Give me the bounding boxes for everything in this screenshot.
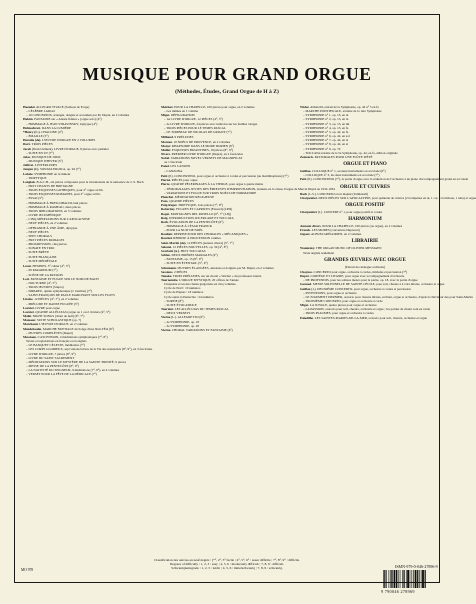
catalog-subentry: – NOCTURNE (4°, 5°)	[26, 280, 57, 285]
barcode-bar	[386, 570, 387, 588]
catalog-subentry: – HOMMAGE À FRESCOBALDI, huit pièces	[26, 200, 88, 205]
composer-name: Marchand.	[23, 322, 39, 327]
catalog-subentry: – COLLOQUE n° 3, les deux instruments en accolade (7°)	[303, 173, 380, 178]
work-title: 4 INTERLUDES	[33, 163, 58, 168]
section-heading: HARMONIUM	[348, 216, 382, 222]
catalog-subentry: – HUIT CHANTS DE BRETAGNE	[26, 183, 73, 188]
section-heading: ORGUE ET PIANO	[343, 162, 387, 168]
work-title: LES SAINTES-MARIES-DE-LA-MER, oratorio pour soli, chœurs, orchestre et orgue	[313, 315, 427, 320]
composer-name: Mouyr.	[161, 143, 172, 148]
work-title: COLLOQUE n° 1, au deux instruments en accolade (6°)	[311, 169, 386, 174]
catalog-subentry: – 1er LIVRE D'ORGUE, 12 PIÈCES (4°, 5°)	[164, 117, 223, 122]
difficulty-legend	[0, 558, 454, 571]
composer-name: Meiziser.	[161, 105, 174, 109]
barcode-bar	[398, 570, 399, 588]
barcode-bar	[403, 570, 404, 588]
work-title: B.A.C.H., six pièces composées pour le tricentenaire de la naissance de J.-S. Bach	[35, 179, 144, 184]
composer-name: Louvier.	[23, 305, 35, 310]
composer-name: Heredia (de).	[23, 138, 42, 143]
catalog-subentry: – 2e SYMPHONIE, op. 18	[164, 319, 200, 324]
composer-name: Waumsley.	[300, 246, 316, 251]
work-title: LIVRE pour orgue	[34, 305, 60, 310]
composer-name: Charpentier	[300, 209, 318, 214]
barcode-bar	[394, 570, 396, 588]
work-title: CORTÈGE ET LITANIE, pour orgue avec accompagnement d'orchestre	[309, 274, 405, 279]
work-title: (J.-S.). CONCERTO en ut majeur (Tamburell)	[307, 191, 369, 196]
composer-name: Scarlatti (A.).	[161, 248, 180, 253]
composer-name: Chaynes.	[300, 269, 313, 274]
catalog-subentry: – TROIS PIÈCES POUR LE TEMPS PASCAL	[164, 125, 226, 130]
work-title: (J.). DEUXIÈME CONCERTO, pour orgue, orchestre à cordes et percussion	[310, 286, 411, 291]
composer-name: Gigout.	[300, 232, 311, 237]
composer-name: Migot.	[300, 303, 310, 308]
catalog-subentry: – LE TOMBEAU DE NICOLAS DE GRIGNY (7°)	[164, 129, 232, 134]
catalog-subentry: – TROIS PSAUMES, pour orgue et orchestre à cordes	[303, 311, 374, 316]
work-title: RHAPSODIE DANS LE MODE DORIEN (6°)	[171, 143, 234, 148]
work-title: FANTAISIE ET FUGUE SUR LE NOM DE BACH	[29, 276, 99, 281]
catalog-subentry: – LIVRE D'ORGUE, 7 pièces (8°, 9°)	[26, 351, 76, 356]
work-title: HUIT TOCCATAS	[179, 248, 206, 253]
catalog-subentry: – SYMPHONIE n° 7, op. 42, en la	[303, 138, 349, 143]
catalog-subentry: – CINQ MÉDITATIONS SUR L'APOCALYPSE	[26, 217, 90, 222]
catalog-subentry: – VERSET POUR LA FÊTE DE LA DÉDICACE (7°)	[26, 372, 97, 377]
work-title: ESQUISSES BIZANTINES, 18 pièces (8°, 9°)	[171, 147, 234, 152]
page-subtitle: (Méthodes, Études, Grand Orgue de H à Z)	[175, 89, 279, 95]
work-title: MESSE SOLENNELLE DE SAINTE CÉCILE, pour soli, chœurs à 4 voix mixtes, orchestre et orgue	[312, 282, 445, 287]
catalog-subentry: – HOMMAGE À JEAN STRAVINSKY, triptyque (4°)	[26, 121, 98, 126]
composer-name: Litaize.	[23, 297, 34, 302]
catalog-subentry: – DEUX VERSETS	[164, 311, 191, 316]
work-title: 12 PIÈCES (4°, 7°), en 2 volumes	[33, 297, 79, 302]
composer-name: Nivers.	[161, 152, 171, 157]
catalog-subentry: – SYMPHONIE n° 3, op. 13, en mi	[303, 121, 350, 126]
catalog-entry	[300, 155, 430, 159]
catalog-subentry: – SUITE ÉVOCATRICE	[164, 302, 197, 307]
work-title: NIGHT SONGS (chant de nuit) (6°, 7°)	[31, 314, 85, 319]
catalog-subentry: Cycle de Noël : 10 numéros	[164, 286, 201, 291]
composer-name: Rouhier.	[161, 232, 173, 237]
section-heading: GRANDES ŒUVRES AVEC ORGUE	[324, 257, 406, 263]
work-title: MÉDITATION RELIGIEUSE	[173, 194, 215, 199]
composer-name: Bach	[300, 191, 308, 196]
work-title: 12 PIÈCES (auteurs divers) (5°, 7°)	[186, 240, 234, 245]
work-title: ALBUM GRÉGORIEN, en 2 volumes	[310, 232, 362, 237]
work-title: DANS LA LUMIÈRE	[41, 125, 71, 130]
composer-name: Roget.	[161, 211, 170, 216]
composer-name: Lesur.	[23, 264, 32, 269]
work-title: (P.). CONCERTINO (7°), la partie d'orgue avec la réduction de l'orchestre à un piano d'accompagnement grand en accolade	[306, 177, 469, 182]
barcode-bar	[410, 570, 411, 588]
composer-name: Haendel.	[23, 105, 36, 109]
catalog-subentry: – SYMPHONIE n° 9, op. 70	[303, 146, 341, 151]
composer-name: Petit	[161, 174, 168, 179]
composer-name: Charpentier.	[300, 195, 318, 200]
composer-name: Labole.	[23, 171, 34, 176]
catalog-subentry: Textes et registrations en français et en anglais	[26, 339, 87, 344]
composer-name: Aumont divers.	[300, 223, 322, 228]
composer-name: Puig-Roget.	[161, 203, 178, 208]
catalog-subentry: – SYMPHONIE n° 8, op. 42, en si	[303, 142, 348, 147]
work-title: QUATRE PÈLERINAGES À LA VIERGE, pour orgue à quatre mains	[170, 182, 264, 187]
work-title: CONCERTO pour orgue, orchestre à cordes, timbales et percussion (7°)	[312, 269, 408, 274]
work-title: SYMPHONIE en ré mineur	[33, 171, 71, 176]
catalog-subentry: – OFFRANDE À UNE ÂME, diptyque	[26, 225, 78, 230]
composer-name: Panel.	[161, 164, 170, 169]
catalog-subentry: – LA PASSION, oratorio pour soli, chœurs, orchestre et orgue ; les parties de chœur sont en vente	[303, 307, 431, 312]
barcode-image	[383, 570, 441, 588]
work-title: LES CANONS	[169, 164, 191, 169]
catalog-subentry: – SYMPHONIE n° 5, op. 42, en fa	[303, 129, 349, 134]
work-title: 12 PIÈCES NOUVELLES, op. 59 (4°, 8°)	[171, 244, 228, 249]
catalog-subentry: – CANZONA	[164, 168, 183, 173]
composer-name: Helmschrott.	[23, 125, 42, 130]
work-title: VARIATIONS NOVEL VERSETS DE MAGNIFICAT	[169, 156, 243, 161]
composer-name: Pons.	[161, 199, 169, 204]
publisher-code: MO 978	[21, 568, 34, 572]
catalog-subentry: – TROIS ESQUISSES ROMANES, pour 2° orgue ad lib.	[26, 192, 101, 197]
catalog-subentry: – FANTAISIE, op. 15 (8°, 9°)	[164, 257, 203, 262]
catalog-subentry: – TROISIÈME CONCERTO, pour orgue et orchestre à corde	[303, 299, 383, 303]
catalog-subentry: – POUR LA NUIT DE NOËL	[164, 228, 204, 233]
work-title: TROIS PIÈCES	[30, 142, 53, 147]
catalog-subentry: – MARCHE PONTIFICALE, extraite de la 1ère Symphonie	[303, 109, 382, 114]
composer-name: Pierre.	[161, 182, 171, 187]
catalog-entry	[300, 177, 469, 182]
composer-name: Planchet.	[161, 194, 174, 199]
catalog-subentry: – SORTIE (8°)	[164, 298, 184, 303]
composer-name: Jollivet.	[23, 163, 34, 168]
catalog-subentry: – TROIS ŒUVRES (Stupra)	[26, 285, 64, 290]
composer-name: Sessions.	[161, 269, 174, 274]
composer-name: Salomé.	[161, 244, 172, 249]
catalog-column-1	[23, 105, 153, 377]
composer-name: Roberday.	[161, 207, 176, 212]
catalog-subentry: – IN PARADISUM (7°)	[26, 268, 58, 273]
composer-name: Roig.	[161, 215, 169, 220]
page-title: MUSIQUE POUR GRAND ORGUE	[82, 64, 372, 84]
catalog-subentry: – TÉMOIGNAGES JUSTES DES ÉPREUVES D'IMPROVISATION, données en la classe d'orgue de Marcel Dupré au 1932-1934	[164, 186, 335, 191]
work-title: FUGUES ET CAPRICES (Fassard) (LPI4)	[175, 207, 233, 212]
composer-name: Vierne	[161, 315, 171, 320]
work-title: (Dom Clément). LIVRE D'ORGUE, 8 pièces avec pédalier	[31, 146, 109, 151]
barcode-bar	[421, 570, 422, 588]
work-title: POUR LA CHAPELLE, 100 pièces (ou orgue), en 2 volumes	[321, 223, 403, 228]
barcode-bar	[384, 570, 385, 588]
work-title: L'ŒUVRE D'ORGUE EN 2 VOLUMES	[41, 138, 96, 143]
barcode-bar	[392, 570, 393, 588]
catalog-subentry: – LIVRE ŒCUMÉNIQUE	[26, 213, 62, 218]
catalog-subentry: – SAINT-FRANÇOIS DE PAULE MARCHANT SUR LES FLOTS	[26, 293, 115, 298]
work-title: ALLEGRO VIVACE (Samson de Forge)	[35, 105, 90, 109]
composer-name: Guillou	[300, 286, 311, 291]
catalog-subentry: Cycle après la Pentecôte : 24 numéros	[164, 294, 214, 299]
work-title: ÉVOCATION DE LA PENTECÔTE (6°)	[168, 219, 224, 224]
catalog-column-3	[300, 105, 476, 320]
composer-name: Langlais.	[23, 179, 36, 184]
catalog-subentry: – SUITE EN UT (7°)	[26, 150, 54, 155]
work-title: QUATRE PIÈCES	[168, 199, 194, 204]
work-title: DEUX PIÈCES SUR L'APOCALYPSE, pour quintette de cuivres (2 trompettes en ut, 1 cor, 1 trombone, 1 tuba) et orgue	[317, 195, 476, 200]
work-title: 10 NOËLS DE PROVENCE, en 2 volumes	[172, 139, 231, 144]
work-title: MUSIQUE DE JOUR	[30, 154, 61, 159]
work-title: (P.). CONCERTINO, pour orgue et orchestre à cordes et percussion (au marimbaphone) (7°)	[167, 174, 289, 179]
work-title: (L.). ALLEGRETTO (6°)	[170, 315, 205, 320]
composer-name: Nobel.	[161, 156, 170, 161]
composer-name: Jongen (J.).	[23, 167, 40, 172]
catalog-subentry: – Les mêmes en 1 volume	[164, 109, 199, 114]
catalog-subentry: – ŒUVRES COMPLÈTES (Dupré)	[26, 330, 73, 335]
catalog-subentry: – SUITE MÉDIÉVALE	[26, 258, 57, 263]
catalog-subentry: – ESSAI (5°)	[26, 196, 44, 201]
composer-name: Saint-Martin (de).	[161, 240, 187, 245]
work-title: L'ŒUVRE D'ORGUE, en 2 volumes	[38, 322, 88, 327]
catalog-subentry: – TOCCATA extraite de la 5e Symphonie, op. 42, en fa, édition originale	[303, 150, 398, 155]
barcode-bar	[407, 570, 409, 588]
difficulty-legend-de: Schwierigkeitsgrade : 1, 2, 3 : leicht ; 4, 5, 6 : mittelschwierig ; 7, 8, 9 : schwierig.	[171, 566, 283, 571]
composer-name: Vierne.	[161, 327, 172, 332]
catalog-subentry: Cinquante et un des chants grégoriens en cinq volumes.	[164, 282, 237, 287]
composer-name: Malié.	[23, 314, 32, 319]
catalog-subentry: – TROIS IMPLORATIONS, en 3 volumes	[26, 208, 82, 213]
composer-name: Migot.	[161, 113, 171, 118]
composer-name: Reschel.	[161, 236, 173, 241]
catalog-subentry: – LES CORPS GLORIEUX, sept visions brèves de la Vie des ressuscités (8°, 9°), en 3 fascicules	[26, 347, 153, 352]
composer-name: Jolas.	[23, 154, 31, 159]
catalog-subentry: – LE JUGEMENT DERNIER, oratorio pour chœurs mixtes, récitant, orgue et orchestre, d'après le Devineur des pour Saint-Martin	[303, 294, 473, 299]
composer-name: Guillou.	[300, 169, 312, 174]
catalog-subentry: – ÉMAILLE (5°)	[26, 134, 49, 139]
barcode-bar	[400, 570, 401, 588]
work-title: MONTAGNES DEL ROSELLO (6°, 7° (LD))	[169, 211, 232, 216]
difficulty-legend-en: Degrees of difficulty : 1, 2, 3 : easy ; 4, 5, 6 : moderately difficult ; 7, 8, 9 : difficult.	[169, 562, 285, 567]
catalog-subentry: – LA NATIVITÉ DU SEIGNEUR, 9 méditations (7°, 8°), en 4 volumes	[26, 368, 120, 373]
catalog-subentry: Texte anglais seulement	[303, 250, 335, 255]
catalog-subentry: – LIVRE DU SAINT SACREMENT	[26, 355, 75, 360]
work-title: (J.). CONCERT n° 1, pour orgue positif et cordes	[317, 209, 383, 214]
work-title: HYMNES, 3° cahier (4°, 5°)	[31, 264, 70, 269]
composer-name: Pierné.	[161, 178, 171, 183]
catalog-subentry: – SONATE EN TRIO	[26, 246, 55, 251]
catalog-subentry: – SUITE BRÈVE	[26, 250, 50, 255]
work-title: 2 PIÈCES	[173, 269, 188, 274]
catalog-subentry: – NEUF PIÈCES, en 2 volumes	[26, 221, 68, 226]
barcode-bar	[425, 570, 426, 588]
work-title: CHORAL VARIATIONS ET FANTAISIE (6°)	[171, 327, 233, 332]
work-title: LA JUNGLE, quatre pièces pour orgue et orchestre	[309, 303, 377, 308]
catalog-subentry: – TRIPTYQUE	[26, 175, 47, 180]
barcode-bar	[402, 570, 403, 588]
work-title: 9 PRÉLUDES	[173, 135, 194, 140]
catalog-subentry: – SYMPHONIE n° 2, op. 13, en ré	[303, 117, 349, 122]
catalog-subentry: – 2e LIVRE D'ORGUE, 24 pièces avec tremolos sur les feuilles vierges	[164, 121, 258, 126]
catalog-subentry: – HOMMAGE À CÉSAR FRANCK	[164, 223, 213, 228]
composer-name: Zemzaris.	[300, 154, 314, 159]
section-heading: ORGUE ET CUIVRES	[340, 184, 390, 190]
composer-name: Louvier.	[23, 309, 35, 314]
catalog-entry	[300, 195, 476, 200]
composer-name: Tournier.	[161, 307, 174, 312]
difficulty-legend-fr: Classification des œuvres en neuf degrés : (*°, 2°, 3° facile ; 4°, 5°, 6° : assez difficile ; 7°, 8°, 9° : difficile.	[154, 558, 300, 562]
composer-name: Gounod.	[300, 282, 313, 287]
composer-name: Widor.	[300, 105, 310, 109]
catalog-subentry: – DIPAREU, quinte symphonique (J. Guillou) (7°)	[26, 289, 92, 294]
work-title: ŒUVRES ÉLANGÉES, annotées et doigtées par M. Dupré, en 2 volumes	[176, 265, 274, 270]
catalog-subentry: – NEUF PIÈCES	[26, 229, 49, 234]
catalog-subentry: – SUITE EN ÉVENTAIL (5°, 6°)	[164, 261, 208, 266]
work-title: REPRISE À PROCESSION cantiles	[172, 236, 221, 241]
work-title: PIÈCES pour orgue	[170, 178, 198, 183]
barcode-bar	[413, 570, 414, 588]
catalog-subentry: – SYMPHONIE n° 6, op. 42, en sol	[303, 134, 350, 139]
work-title: FANTAISIE sur « Adeste fideles » (orgue solo) (4°)	[33, 117, 102, 122]
catalog-entry	[300, 232, 430, 236]
work-title: QUATRE ALLÉLUIAS (orgue ou 1 ou 2 claviers (4°, 5°)	[34, 309, 111, 314]
work-title: INTRODUCTION, RICERCARE ET TOCCATA	[168, 215, 234, 220]
barcode-bar	[422, 570, 424, 588]
catalog-subentry: – HOMMAGE À RAMEAU, deux pièces	[26, 204, 81, 209]
barcode-number: 9 790046 278969	[381, 589, 415, 594]
barcode-bar	[390, 570, 391, 588]
catalog-subentry: – SUITE FRANÇAISE	[26, 254, 57, 259]
catalog-subentry: – MESSE DE LA PENTECÔTE (8°, 9°)	[26, 363, 79, 368]
work-title: TROIS PRÉLUDES, sur un choral « Wachet » du professeur Gianta	[172, 273, 262, 278]
composer-name: Messiaen.	[23, 334, 37, 339]
catalog-subentry: – INVENTIONS, pour orgue et orchestre	[303, 290, 357, 295]
catalog-subentry: – PROGRESSION, cinq pièces	[26, 242, 67, 247]
catalog-subentry: – SCÈNE DE LA PASSION	[26, 272, 63, 277]
barcode-bar	[396, 570, 397, 588]
composer-name: Dupré.	[300, 274, 310, 279]
catalog-subentry: – MÉDITATIONS SUR LE MYSTÈRE DE LA SAINTE TRINITÉ, 9 pièces	[26, 359, 126, 364]
work-title: DEUX PRIÈRES MARIALES (4°)	[170, 253, 218, 258]
work-title: SUITE SCHOLASTIQUE (op. 7)	[36, 318, 82, 323]
composer-name: Roth.	[161, 219, 169, 224]
barcode-bar	[383, 570, 384, 588]
barcode-bar	[417, 570, 418, 588]
catalog-subentry: – 3e SYMPHONIE, op. 28	[164, 323, 200, 328]
catalog-entry	[161, 328, 293, 332]
catalog-subentry: – SEPT CHORALS	[26, 233, 52, 238]
catalog-entry	[300, 316, 430, 320]
section-subheading: (Extrait du catalogue orchestre)	[344, 264, 386, 269]
composer-name: Schumann.	[161, 265, 177, 270]
barcode-bar	[419, 570, 420, 588]
catalog-subentry: – HUIT PIÈCES MODALES	[26, 238, 65, 242]
catalog-subentry: – CÉLÈBRE LARGO	[26, 109, 55, 114]
work-title: MARCHE NUPTIALE du Songe d'une Nuit d'Été (6°)	[42, 326, 115, 331]
work-title: THE ORGAN MUSIC OF OLIVIER MESSIAEN	[315, 246, 382, 251]
catalog-subentry: – VARIATIONS ET FUGUE SUR TROIS NOËLS DE NORMANDIE	[164, 190, 257, 195]
catalog-subentry: – DE PROFUNDIS, pour les solistes mezzo pour la partie, op. 18, avec la partie d'orgue	[303, 278, 418, 283]
catalog-subentry: ou 1 fascicule	[164, 160, 183, 165]
composer-name: Mansour.	[23, 318, 37, 323]
composer-name: Petit	[300, 177, 307, 182]
composer-name: Muller.	[161, 147, 172, 152]
work-title: L'ORGUE MYSTIQUE, 20 offices de l'année	[178, 278, 239, 282]
barcode-bar	[412, 570, 413, 588]
ismn-number: ISMN-979-0-046-27896-9	[395, 564, 438, 569]
work-title: PASTORALES POUR UNE FLÛTE D'ÉTÉ	[313, 154, 373, 159]
composer-name: Tournemire.	[161, 278, 179, 282]
composer-name: Lott.	[23, 276, 30, 281]
work-title: POUR LA CHAPELLE, 100 pièces pour orgue, en 2 volumes	[173, 105, 255, 109]
work-title: LES ALLÉLUIAS DU TEMPS PASCAL	[173, 307, 229, 312]
work-title: CHACONE (4°)	[40, 129, 63, 134]
work-title: L'ASCENSION, 4 méditations symphoniques (7°, 8°)	[36, 334, 108, 339]
section-heading: LIBRAIRIE	[351, 239, 379, 245]
catalog-subentry: – TROIS ESQUISSES GOTHIQUES, pour 2° orgue ad lib.	[26, 188, 104, 193]
catalog-subentry: Cycle de Pâques : 18 numéros	[164, 290, 204, 295]
work-title: ADAGIO, extrait de la Symphonie, op. 42 n° 5 en fa	[309, 105, 379, 109]
catalog-subentry: – SYMPHONIE n° 4, op. 13, en fa	[303, 125, 349, 130]
barcode-bar	[389, 570, 390, 588]
catalog-subentry: – 16 CONCERTOS, arrangés, doigtés et accentués par M. Dupré, en 2 volumes	[26, 113, 130, 118]
work-title: DÉFIGURATION	[170, 113, 195, 118]
barcode-bar	[406, 570, 407, 588]
work-title: REPRISE POUR DES CHORALES « MÉCANIQUES »	[172, 232, 249, 237]
composer-name: Franck.	[300, 228, 311, 233]
work-title: TRIPTYQUE, trois pièces (7°, 8°)	[177, 203, 223, 208]
catalog-entry	[300, 210, 430, 214]
catalog-subentry: – LE BANQUET CÉLESTE, méditation (7°)	[26, 343, 85, 348]
composer-name: Jacob	[23, 146, 32, 151]
composer-name: Mendelssohn.	[23, 326, 43, 331]
section-heading: ORGUE POSITIF	[345, 202, 385, 208]
composer-name: Milhaud.	[161, 135, 174, 140]
composer-name: Moreau.	[161, 139, 173, 144]
composer-name: Tanaka.	[161, 273, 173, 278]
work-title: SONATA EROICA, op. 94 (7°)	[39, 167, 81, 172]
composer-name: Schlee.	[161, 253, 171, 258]
catalog-subentry: – SYMPHONIE n° 1, op. 13, en ut	[303, 113, 349, 118]
composer-name: Hakim.	[23, 117, 34, 122]
composer-name: Paladilhe.	[300, 315, 314, 320]
composer-name: Ibert.	[23, 142, 31, 147]
barcode-bar	[415, 570, 417, 588]
catalog-subentry: – MUSIQUE D'HIVER (5°)	[26, 159, 63, 164]
composer-name: *Henry (C.).	[23, 129, 41, 134]
work-title: LES MODES (couverture Duprescu)	[310, 228, 360, 233]
catalog-subentry: – PRÉLUDE ET DANSE FUGUÉE (5°)	[26, 301, 79, 306]
work-title: PREMIER LIVRE D'ORGUE (Dupré), en 2 fascicules	[170, 152, 243, 157]
